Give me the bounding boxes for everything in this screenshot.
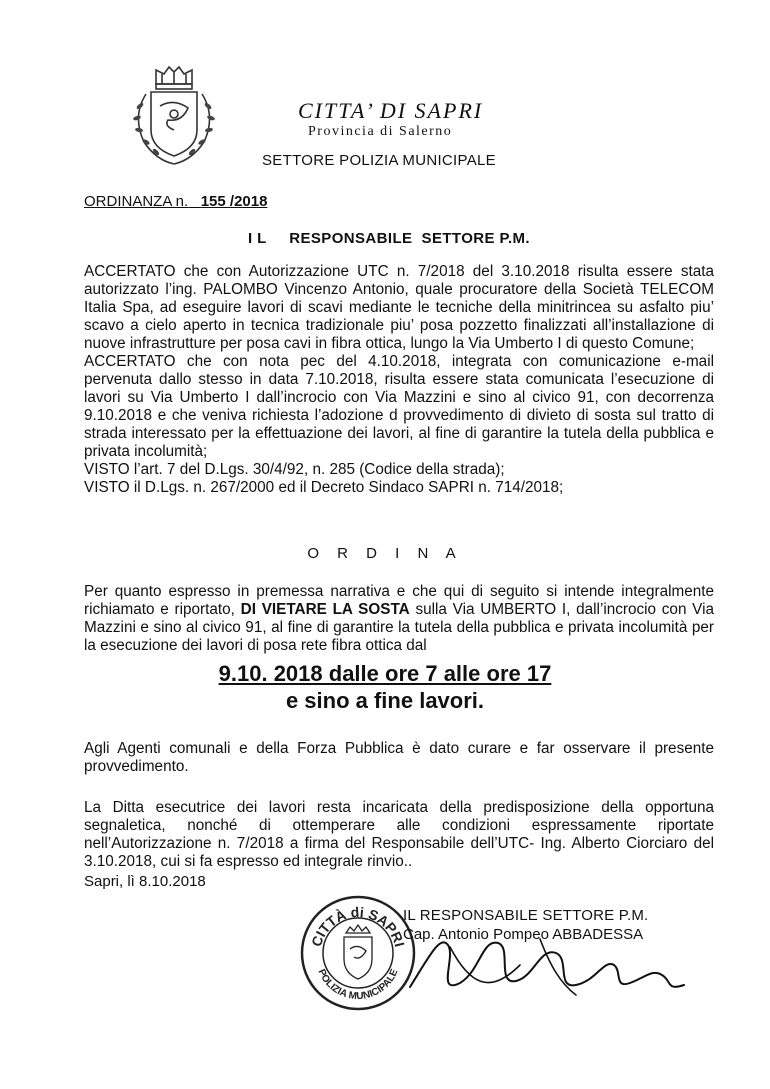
premise-paragraph: ACCERTATO che con Autorizzazione UTC n. 7/2018 del 3.10.2018 risulta essere stata autorizzato l’ing. PALOMBO Vincenzo Antonio, quale procuratore della Società TELECOM Italia Spa, ad eseguire lavori di scavi mediante le tecniche della minitrincea su asfalto piu’ scavo a cielo aperto in tecnica tradizionale piu’ posa pozzetto finalizzati all’installazione di nuove infrastrutture per posa cavi in fibra ottica, lungo la Via Umberto I di questo Comune; <box>84 263 714 352</box>
order-text-before: Per quanto espresso in premessa narrativa e che qui di seguito si intende integralmente richiamato e riportato, <box>84 583 714 618</box>
stamp-bottom-text: POLIZIA MUNICIPALE <box>315 967 401 1003</box>
city-title: CITTA’ DI SAPRI <box>298 98 484 123</box>
coat-of-arms-icon <box>124 64 224 174</box>
issuer-heading: I L RESPONSABILE SETTORE P.M. <box>248 230 530 247</box>
order-emphasis: DI VIETARE LA SOSTA <box>240 601 410 618</box>
premises-section <box>84 263 714 497</box>
order-text-after: sulla Via UMBERTO I, dall’incrocio con Via Mazzini e sino al civico 91, al fine di garantire la tutela della pubblica e privata incolumità per la esecuzione dei lavori di posa rete fibra ottica dal <box>84 601 715 654</box>
highlight-date-text: 9.10. 2018 dalle ore 7 alle ore 17 <box>218 661 552 686</box>
province-name: Provincia di Salerno <box>308 124 453 139</box>
agents-paragraph: Agli Agenti comunali e della Forza Pubblica è dato curare e far osservare il presente provvedimento. <box>84 740 714 775</box>
ditta-paragraph: La Ditta esecutrice dei lavori resta incaricata della predisposizione della opportuna segnaletica, nonché di ottemperare alle condizioni espressamente riportate nell’Autorizzazione n. 7/2018 a firma del Responsabile dell’UTC- Ing. Alberto Ciorciaro del 3.10.2018, cui si fa espresso ed integrale rinvio.. <box>84 799 714 870</box>
highlight-date-line <box>0 661 770 687</box>
signatory-name: Cap. Antonio Pompeo ABBADESSA <box>403 926 644 943</box>
ordinance-number <box>84 193 267 210</box>
ordinance-id: 155 /2018 <box>200 193 268 210</box>
sector-name: SETTORE POLIZIA MUNICIPALE <box>262 152 496 169</box>
place-date: Sapri, lì 8.10.2018 <box>84 873 206 890</box>
signatory-role: IL RESPONSABILE SETTORE P.M. <box>403 907 649 924</box>
premise-paragraph: VISTO il D.Lgs. n. 267/2000 ed il Decreto Sindaco SAPRI n. 714/2018; <box>84 479 564 496</box>
order-paragraph <box>84 583 714 655</box>
stamp-top-text: CITTÀ di SAPRI <box>308 903 408 949</box>
highlight-until-line: e sino a fine lavori. <box>285 688 485 713</box>
ordina-heading: O R D I N A <box>307 545 463 562</box>
ordinance-prefix: ORDINANZA n. <box>84 193 189 210</box>
premise-paragraph: ACCERTATO che con nota pec del 4.10.2018, integrata con comunicazione e-mail pervenuta dallo stesso in data 7.10.2018, risulta essere stata comunicata l’esecuzione di lavori su Via Umberto I dall’incrocio con Via Mazzini e sino al civico 91, con decorrenza 9.10.2018 e che veniva richiesta l’adozione d provvedimento di divieto di sosta sul tratto di strada interessato per la effettuazione dei lavori, al fine di garantire la tutela della pubblica e privata incolumità; <box>84 353 714 460</box>
handwritten-signature <box>400 925 700 1005</box>
premise-paragraph: VISTO l’art. 7 del D.Lgs. 30/4/92, n. 285 (Codice della strada); <box>84 461 505 478</box>
